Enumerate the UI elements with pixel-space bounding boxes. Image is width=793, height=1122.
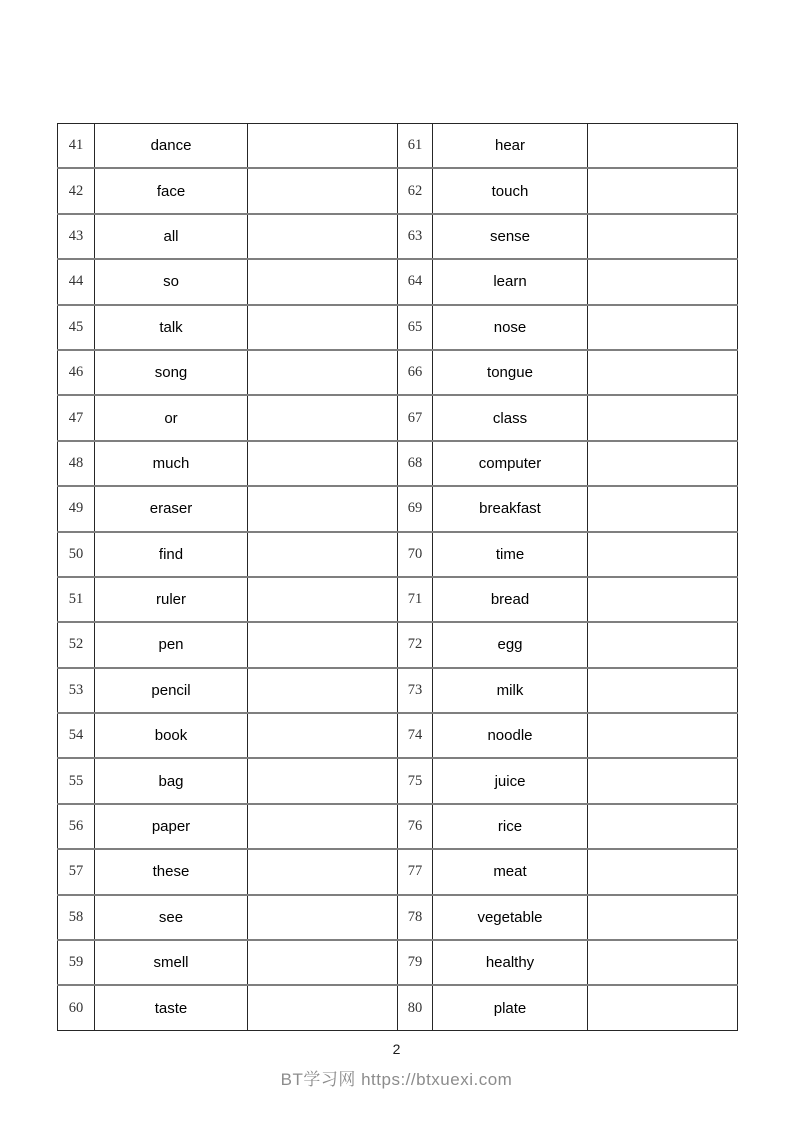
answer-blank-cell — [248, 395, 398, 440]
watermark — [0, 1068, 793, 1092]
word-cell: talk — [95, 305, 248, 350]
answer-blank-cell — [248, 940, 398, 985]
word-cell: or — [95, 395, 248, 440]
table-row — [58, 940, 738, 985]
word-cell: face — [95, 168, 248, 213]
answer-blank-cell — [248, 985, 398, 1030]
word-cell: book — [95, 713, 248, 758]
word-cell: much — [95, 441, 248, 486]
answer-blank-cell — [248, 895, 398, 940]
table-row — [58, 259, 738, 304]
word-cell: tongue — [433, 350, 588, 395]
word-cell: plate — [433, 985, 588, 1030]
word-cell: touch — [433, 168, 588, 213]
answer-blank-cell — [248, 259, 398, 304]
answer-blank-cell — [588, 895, 738, 940]
word-cell: eraser — [95, 486, 248, 531]
number-cell: 59 — [58, 940, 95, 985]
number-cell: 64 — [398, 259, 433, 304]
answer-blank-cell — [588, 350, 738, 395]
word-cell: vegetable — [433, 895, 588, 940]
number-cell: 74 — [398, 713, 433, 758]
answer-blank-cell — [248, 804, 398, 849]
number-cell: 47 — [58, 395, 95, 440]
answer-blank-cell — [248, 622, 398, 667]
answer-blank-cell — [248, 758, 398, 803]
word-cell: noodle — [433, 713, 588, 758]
word-cell: sense — [433, 214, 588, 259]
table-row — [58, 985, 738, 1030]
table-row — [58, 395, 738, 440]
table-row — [58, 305, 738, 350]
number-cell: 75 — [398, 758, 433, 803]
answer-blank-cell — [248, 849, 398, 894]
number-cell: 79 — [398, 940, 433, 985]
answer-blank-cell — [588, 305, 738, 350]
word-cell: dance — [95, 124, 248, 169]
table-row — [58, 577, 738, 622]
word-cell: ruler — [95, 577, 248, 622]
answer-blank-cell — [588, 985, 738, 1030]
word-cell: nose — [433, 305, 588, 350]
word-cell: bag — [95, 758, 248, 803]
number-cell: 53 — [58, 668, 95, 713]
number-cell: 76 — [398, 804, 433, 849]
table-row — [58, 532, 738, 577]
word-cell: learn — [433, 259, 588, 304]
word-cell: paper — [95, 804, 248, 849]
number-cell: 58 — [58, 895, 95, 940]
answer-blank-cell — [588, 668, 738, 713]
number-cell: 72 — [398, 622, 433, 667]
answer-blank-cell — [248, 305, 398, 350]
answer-blank-cell — [248, 124, 398, 169]
word-cell: hear — [433, 124, 588, 169]
word-cell: egg — [433, 622, 588, 667]
number-cell: 52 — [58, 622, 95, 667]
answer-blank-cell — [588, 849, 738, 894]
number-cell: 73 — [398, 668, 433, 713]
answer-blank-cell — [588, 214, 738, 259]
answer-blank-cell — [588, 441, 738, 486]
number-cell: 68 — [398, 441, 433, 486]
number-cell: 46 — [58, 350, 95, 395]
answer-blank-cell — [588, 259, 738, 304]
word-cell: healthy — [433, 940, 588, 985]
table-row — [58, 214, 738, 259]
table-row — [58, 350, 738, 395]
number-cell: 65 — [398, 305, 433, 350]
number-cell: 60 — [58, 985, 95, 1030]
table-row — [58, 441, 738, 486]
word-cell: class — [433, 395, 588, 440]
number-cell: 56 — [58, 804, 95, 849]
vocab-table-body — [58, 124, 738, 1031]
word-cell: taste — [95, 985, 248, 1030]
table-row — [58, 758, 738, 803]
number-cell: 62 — [398, 168, 433, 213]
number-cell: 61 — [398, 124, 433, 169]
number-cell: 45 — [58, 305, 95, 350]
number-cell: 41 — [58, 124, 95, 169]
watermark-text: BT学习网 https://btxuexi.com — [280, 1070, 513, 1089]
number-cell: 55 — [58, 758, 95, 803]
answer-blank-cell — [588, 124, 738, 169]
answer-blank-cell — [248, 668, 398, 713]
vocab-table — [57, 123, 738, 1031]
answer-blank-cell — [248, 486, 398, 531]
number-cell: 50 — [58, 532, 95, 577]
answer-blank-cell — [588, 940, 738, 985]
number-cell: 63 — [398, 214, 433, 259]
answer-blank-cell — [588, 758, 738, 803]
table-row — [58, 168, 738, 213]
word-cell: bread — [433, 577, 588, 622]
answer-blank-cell — [588, 713, 738, 758]
word-cell: find — [95, 532, 248, 577]
word-cell: meat — [433, 849, 588, 894]
table-row — [58, 486, 738, 531]
table-row — [58, 895, 738, 940]
word-cell: milk — [433, 668, 588, 713]
word-cell: computer — [433, 441, 588, 486]
word-cell: juice — [433, 758, 588, 803]
answer-blank-cell — [588, 804, 738, 849]
answer-blank-cell — [248, 168, 398, 213]
answer-blank-cell — [588, 395, 738, 440]
number-cell: 42 — [58, 168, 95, 213]
table-row — [58, 668, 738, 713]
number-cell: 78 — [398, 895, 433, 940]
number-cell: 43 — [58, 214, 95, 259]
word-cell: smell — [95, 940, 248, 985]
answer-blank-cell — [588, 622, 738, 667]
answer-blank-cell — [248, 577, 398, 622]
number-cell: 51 — [58, 577, 95, 622]
word-cell: these — [95, 849, 248, 894]
answer-blank-cell — [248, 713, 398, 758]
answer-blank-cell — [588, 577, 738, 622]
answer-blank-cell — [248, 532, 398, 577]
table-row — [58, 713, 738, 758]
number-cell: 77 — [398, 849, 433, 894]
word-cell: time — [433, 532, 588, 577]
word-cell: so — [95, 259, 248, 304]
number-cell: 69 — [398, 486, 433, 531]
answer-blank-cell — [588, 168, 738, 213]
answer-blank-cell — [248, 350, 398, 395]
number-cell: 70 — [398, 532, 433, 577]
number-cell: 67 — [398, 395, 433, 440]
table-row — [58, 622, 738, 667]
number-cell: 57 — [58, 849, 95, 894]
word-cell: pencil — [95, 668, 248, 713]
table-row — [58, 849, 738, 894]
number-cell: 66 — [398, 350, 433, 395]
number-cell: 71 — [398, 577, 433, 622]
number-cell: 54 — [58, 713, 95, 758]
table-row — [58, 124, 738, 169]
number-cell: 48 — [58, 441, 95, 486]
word-cell: pen — [95, 622, 248, 667]
number-cell: 49 — [58, 486, 95, 531]
number-cell: 80 — [398, 985, 433, 1030]
answer-blank-cell — [248, 214, 398, 259]
word-cell: breakfast — [433, 486, 588, 531]
answer-blank-cell — [588, 532, 738, 577]
answer-blank-cell — [248, 441, 398, 486]
word-cell: see — [95, 895, 248, 940]
number-cell: 44 — [58, 259, 95, 304]
word-cell: rice — [433, 804, 588, 849]
page-number: 2 — [392, 1041, 401, 1057]
word-cell: all — [95, 214, 248, 259]
word-cell: song — [95, 350, 248, 395]
answer-blank-cell — [588, 486, 738, 531]
table-row — [58, 804, 738, 849]
